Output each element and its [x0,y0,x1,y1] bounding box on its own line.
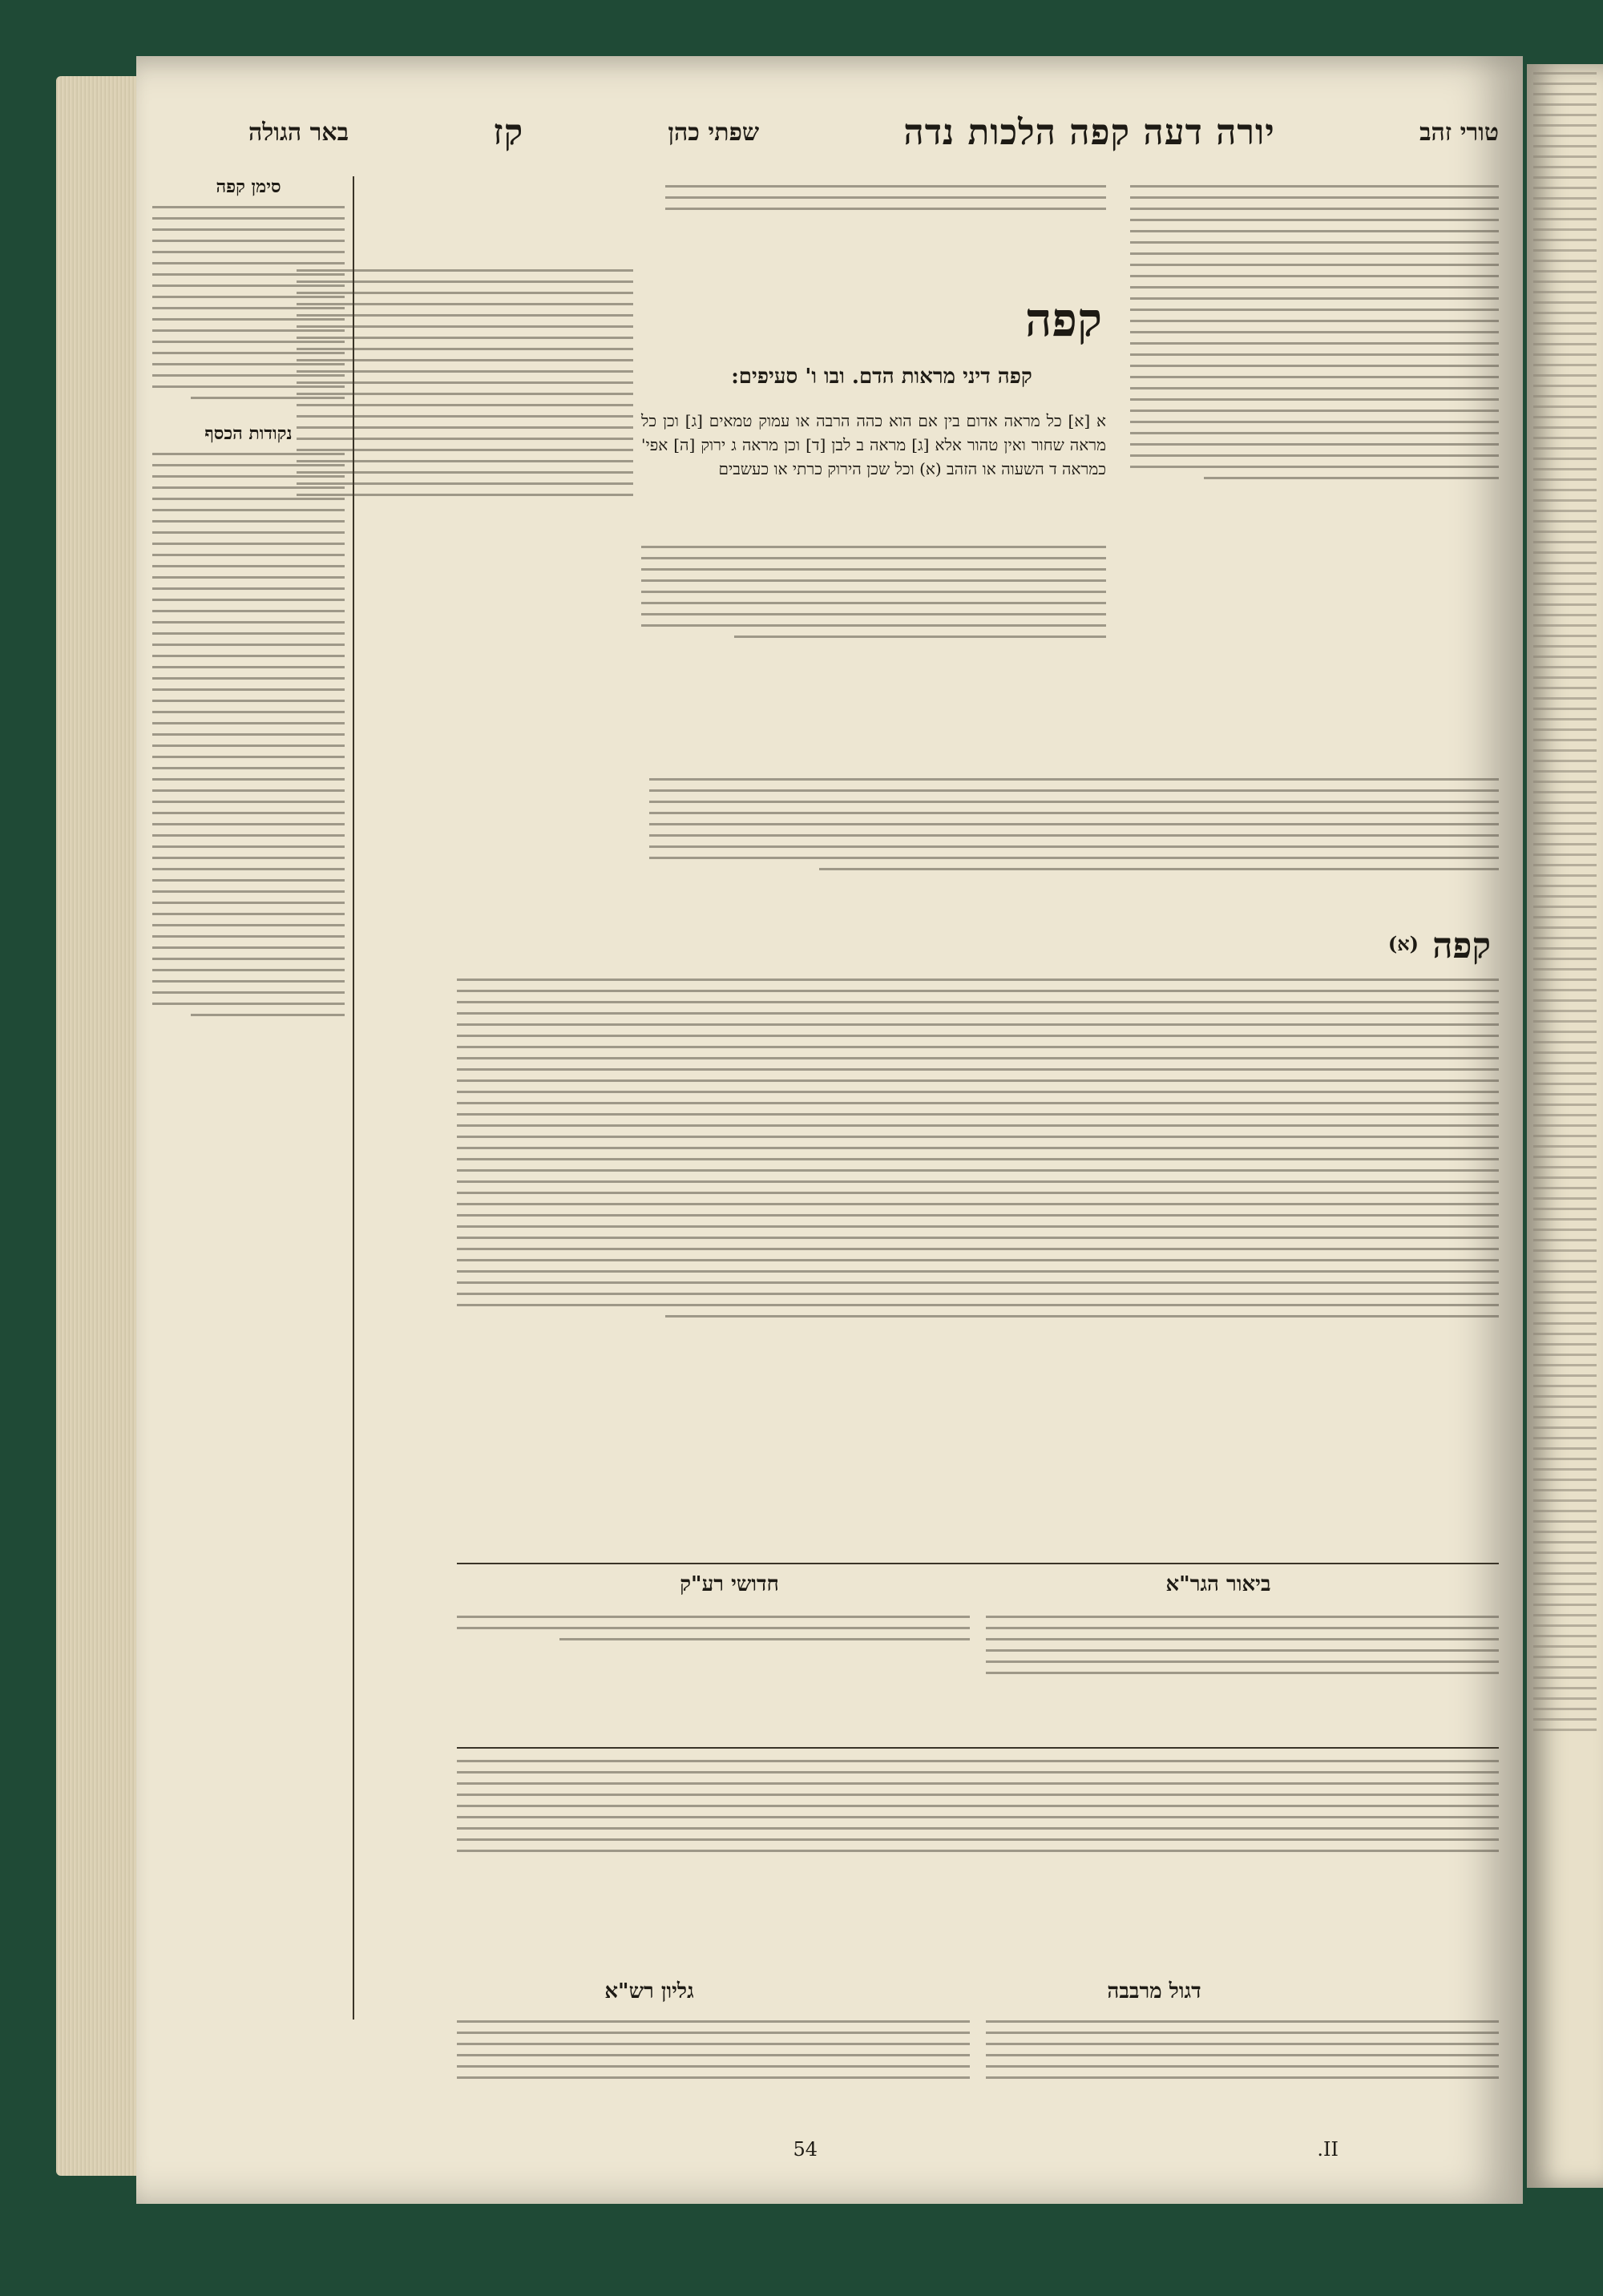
page-number: 54 [793,2138,818,2161]
section-gra: ביאור הגר"א [1165,1572,1271,1596]
divider-glosses [457,1747,1499,1749]
header-page-number: קז [493,111,524,153]
main-opening-text: א [א] כל מראה אדום בין אם הוא כהה הרבה או עמוק טמאים [ג] וכן כל מראה שחור ואין טהור אלא [ג] מראה ב לבן [ד] וכן מראה ג ירוק [ה] אפי' כמראה ד השעוה או הזהב (א) וכל שכן הירוק כרתי או כעשבים [641,411,1106,478]
taz-commentary-body [457,970,1499,1326]
page-block-edge [56,76,144,2176]
header-beer-hagolah: באר הגולה [248,118,349,147]
gilyon-text [457,2012,970,2088]
commentary-siman-label: קפה [1432,926,1491,966]
section-rabbi-akiva: חדושי רע"ק [680,1572,779,1596]
commentary-marker: (א) [1387,932,1419,955]
main-text-lines [641,537,1106,647]
sidebar-siman-label: סימן קפה [216,176,281,197]
sidebar-divider [353,176,354,2020]
signature-mark: II. [1317,2138,1339,2161]
siman-heading: קפה דיני מראות הדם. ובו ו' סעיפים: [731,365,1032,389]
siman-number: קפה [1025,293,1102,347]
sidebar-nekudot-title: נקודות הכסף [204,423,293,444]
dagul-text [986,2012,1499,2088]
gra-text [986,1607,1499,1683]
taz-column-top [1130,176,1499,488]
rabbi-akiva-text [457,1607,970,1649]
glosses-text [457,1751,1499,1861]
divider-gra [457,1563,1499,1564]
middle-commentary [649,769,1499,879]
book-page [136,56,1523,2204]
section-dagul-merevava: דגול מרבבה [1107,1979,1201,2003]
header-main-title: יורה דעה קפה הלכות נדה [903,111,1275,153]
header-shach: שפתי כהן [668,118,760,147]
shach-intro [665,176,1106,219]
section-gilyon: גליון רש"א [604,1979,694,2003]
sidebar-column [152,176,345,1025]
page-header [248,108,1499,156]
facing-page-edge [1527,64,1603,2188]
shach-column [297,260,633,505]
header-turei-zahav: טורי זהב [1419,118,1499,147]
